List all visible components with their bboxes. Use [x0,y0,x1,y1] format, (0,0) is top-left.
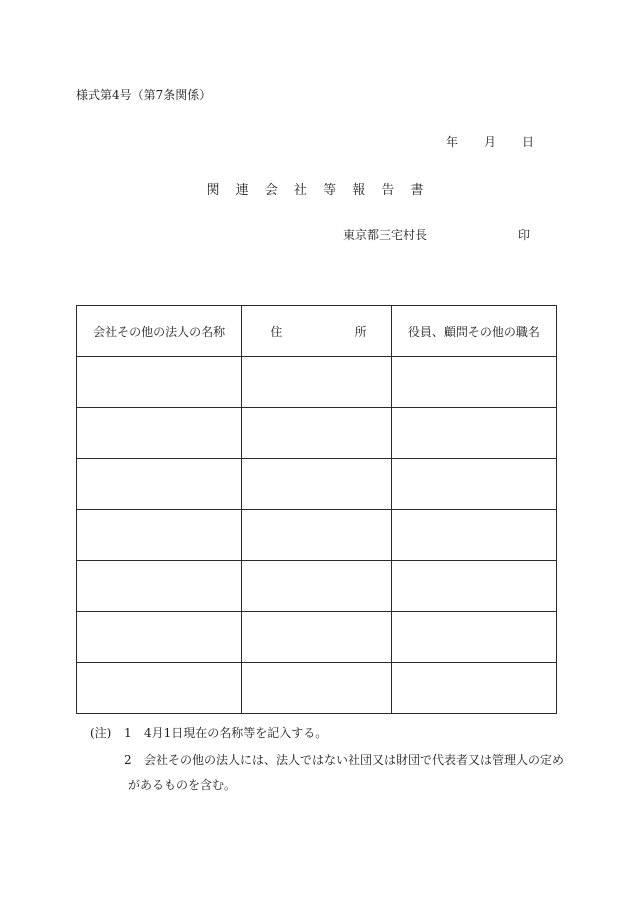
table-row [77,612,557,663]
date-line [446,133,534,150]
table-header-row [77,306,557,357]
position-cell[interactable] [391,459,556,510]
date-day-label: 日 [522,135,535,149]
title-char: 書 [410,183,424,198]
address-cell[interactable] [242,510,391,561]
note-item-1 [124,724,327,741]
table-row [77,459,557,510]
issuer-name: 東京都三宅村長 [343,228,428,242]
title-char: 社 [293,183,307,198]
title-char: 連 [235,183,249,198]
date-year-label: 年 [446,135,459,149]
position-cell[interactable] [391,408,556,459]
note-item-2 [124,751,564,768]
header-address-right: 所 [354,324,367,339]
table-row [77,561,557,612]
note-text: 4月1日現在の名称等を記入する。 [144,726,328,740]
header-address [242,306,391,357]
position-cell[interactable] [391,663,556,714]
header-position: 役員、顧問その他の職名 [391,306,556,357]
company-name-cell[interactable] [77,357,242,408]
header-address-left: 住 [270,324,283,339]
date-month-label: 月 [484,135,497,149]
company-name-cell[interactable] [77,408,242,459]
position-cell[interactable] [391,561,556,612]
address-cell[interactable] [242,408,391,459]
title-char: 報 [352,183,366,198]
company-name-cell[interactable] [77,510,242,561]
company-name-cell[interactable] [77,459,242,510]
address-cell[interactable] [242,663,391,714]
address-cell[interactable] [242,459,391,510]
position-cell[interactable] [391,510,556,561]
notes-label: (注) [90,726,112,740]
table-row [77,510,557,561]
title-char: 関 [206,183,220,198]
position-cell[interactable] [391,357,556,408]
table-row [77,357,557,408]
note-text: 会社その他の法人には、法人ではない社団又は財団で代表者又は管理人の定め [144,753,565,767]
position-cell[interactable] [391,612,556,663]
company-name-cell[interactable] [77,663,242,714]
title-char: 会 [264,183,278,198]
address-cell[interactable] [242,561,391,612]
header-company-name: 会社その他の法人の名称 [77,306,242,357]
seal-mark: 印 [518,228,531,242]
note-number: 1 [124,726,132,740]
address-cell[interactable] [242,612,391,663]
note-number: 2 [124,753,132,767]
title-char: 告 [381,183,395,198]
company-name-cell[interactable] [77,612,242,663]
form-number: 様式第4号（第7条関係） [76,88,212,102]
note-item-2-continuation: があるものを含む。 [128,778,237,792]
address-cell[interactable] [242,357,391,408]
document-title [0,179,630,198]
title-char: 等 [323,183,337,198]
company-name-cell[interactable] [77,561,242,612]
table-row [77,408,557,459]
report-table [76,305,557,714]
table-row [77,663,557,714]
